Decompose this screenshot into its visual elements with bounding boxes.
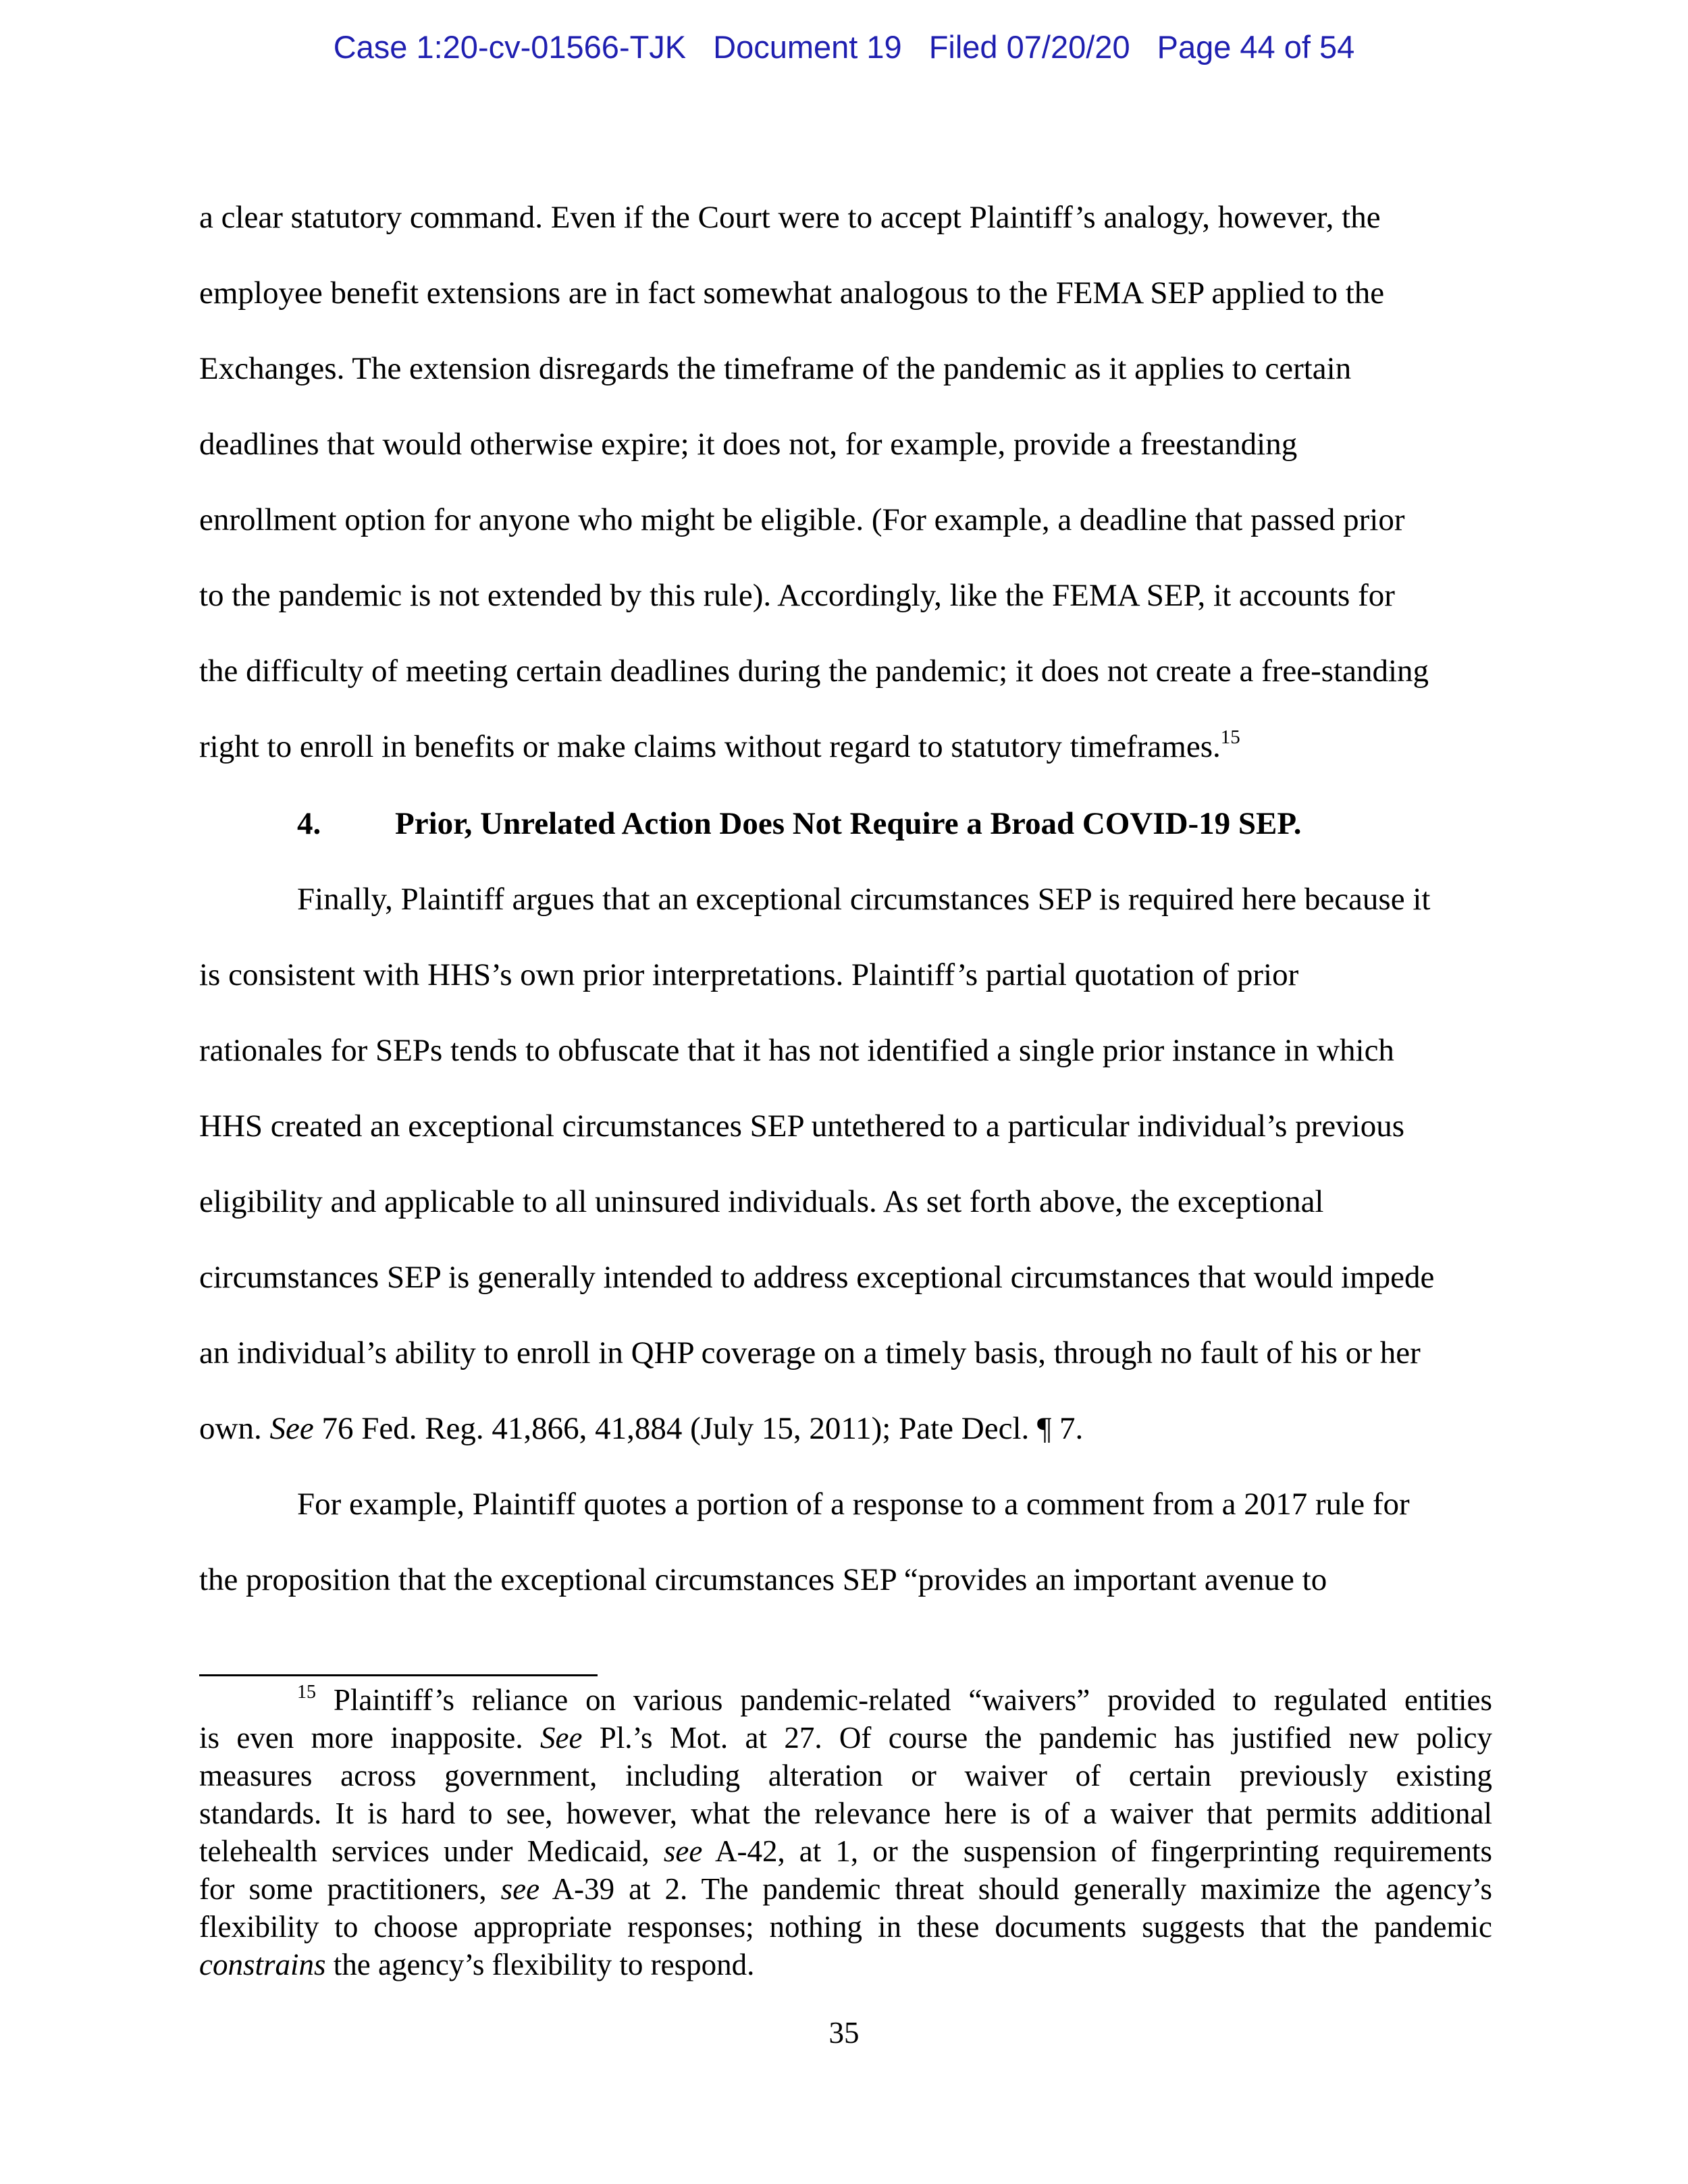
body-line: to the pandemic is not extended by this rule). Accordingly, like the FEMA SEP, it accounts for — [199, 578, 1395, 613]
signal-see: see — [663, 1834, 703, 1868]
body-line — [199, 726, 1240, 771]
section-heading — [297, 803, 1302, 844]
emphasis-text: constrains — [199, 1948, 326, 1981]
footnote-line — [199, 1719, 1492, 1757]
footnote-text: Plaintiff’s reliance on various pandemic-related “waivers” provided to regulated entities — [316, 1683, 1492, 1717]
footnote-ref[interactable]: 15 — [1220, 726, 1240, 748]
footnote-text: the agency’s flexibility to respond. — [325, 1948, 755, 1981]
footnote-line — [297, 1681, 1492, 1724]
footnote-text: telehealth services under Medicaid, — [199, 1834, 664, 1868]
body-text: 76 Fed. Reg. 41,866, 41,884 (July 15, 2011); Pate Decl. ¶ 7. — [313, 1411, 1084, 1446]
body-line: is consistent with HHS’s own prior interpretations. Plaintiff’s partial quotation of prior — [199, 957, 1299, 992]
footnote-number: 15 — [297, 1682, 316, 1703]
footnote-text: is even more inapposite. — [199, 1721, 540, 1755]
body-line: circumstances SEP is generally intended to address exceptional circumstances that would impede — [199, 1260, 1435, 1295]
body-line: HHS created an exceptional circumstances SEP untethered to a particular individual’s previous — [199, 1109, 1404, 1144]
footnote-line — [199, 1946, 1492, 1983]
footnote-line: measures across government, including alteration or waiver of certain previously existing — [199, 1759, 1492, 1792]
footnote-text: Pl.’s Mot. at 27. Of course the pandemic has justified new policy — [582, 1721, 1492, 1755]
body-line: Exchanges. The extension disregards the timeframe of the pandemic as it applies to certain — [199, 351, 1352, 386]
body-line: employee benefit extensions are in fact somewhat analogous to the FEMA SEP applied to the — [199, 275, 1385, 311]
body-line: an individual’s ability to enroll in QHP coverage on a timely basis, through no fault of his or her — [199, 1335, 1421, 1370]
footnote-text: A-39 at 2. The pandemic threat should generally maximize the agency’s — [539, 1872, 1493, 1906]
body-line: For example, Plaintiff quotes a portion of a response to a comment from a 2017 rule for — [297, 1487, 1410, 1522]
filed-date: Filed 07/20/20 — [928, 29, 1130, 65]
body-line: rationales for SEPs tends to obfuscate that it has not identified a single prior instance in which — [199, 1033, 1394, 1068]
body-line: a clear statutory command. Even if the Court were to accept Plaintiff’s analogy, however, the — [199, 200, 1381, 235]
section-title: Prior, Unrelated Action Does Not Require a Broad COVID-19 SEP. — [395, 806, 1302, 841]
section-number: 4. — [297, 806, 321, 841]
ecf-header — [0, 28, 1688, 65]
page-number: 35 — [828, 2016, 860, 2050]
body-line: enrollment option for anyone who might be eligible. (For example, a deadline that passed prior — [199, 502, 1405, 537]
footnote-line: standards. It is hard to see, however, what the relevance here is of a waiver that permits additional — [199, 1796, 1492, 1830]
document-number: Document 19 — [713, 29, 902, 65]
footnote-line: flexibility to choose appropriate responses; nothing in these documents suggests that the pandemic — [199, 1910, 1492, 1944]
body-line: Finally, Plaintiff argues that an exceptional circumstances SEP is required here because it — [297, 882, 1431, 917]
body-line: deadlines that would otherwise expire; it does not, for example, provide a freestanding — [199, 427, 1298, 462]
footnote-text: for some practitioners, — [199, 1872, 501, 1906]
body-text: right to enroll in benefits or make claims without regard to statutory timeframes. — [199, 729, 1221, 764]
body-text: own. — [199, 1411, 270, 1446]
body-line: the difficulty of meeting certain deadlines during the pandemic; it does not create a free-standing — [199, 654, 1429, 689]
signal-see: see — [500, 1872, 540, 1906]
page-of: Page 44 of 54 — [1157, 29, 1355, 65]
signal-see: See — [539, 1721, 583, 1755]
footnote-line — [199, 1832, 1492, 1870]
case-number: Case 1:20-cv-01566-TJK — [333, 29, 687, 65]
body-line — [199, 1408, 1083, 1449]
footnote-line — [199, 1870, 1492, 1908]
body-line: the proposition that the exceptional circumstances SEP “provides an important avenue to — [199, 1562, 1327, 1597]
footnote-separator — [199, 1674, 598, 1676]
footnote-text: A-42, at 1, or the suspension of fingerprinting requirements — [702, 1834, 1492, 1868]
signal-see: See — [269, 1411, 314, 1446]
body-line: eligibility and applicable to all uninsured individuals. As set forth above, the exceptional — [199, 1184, 1324, 1219]
